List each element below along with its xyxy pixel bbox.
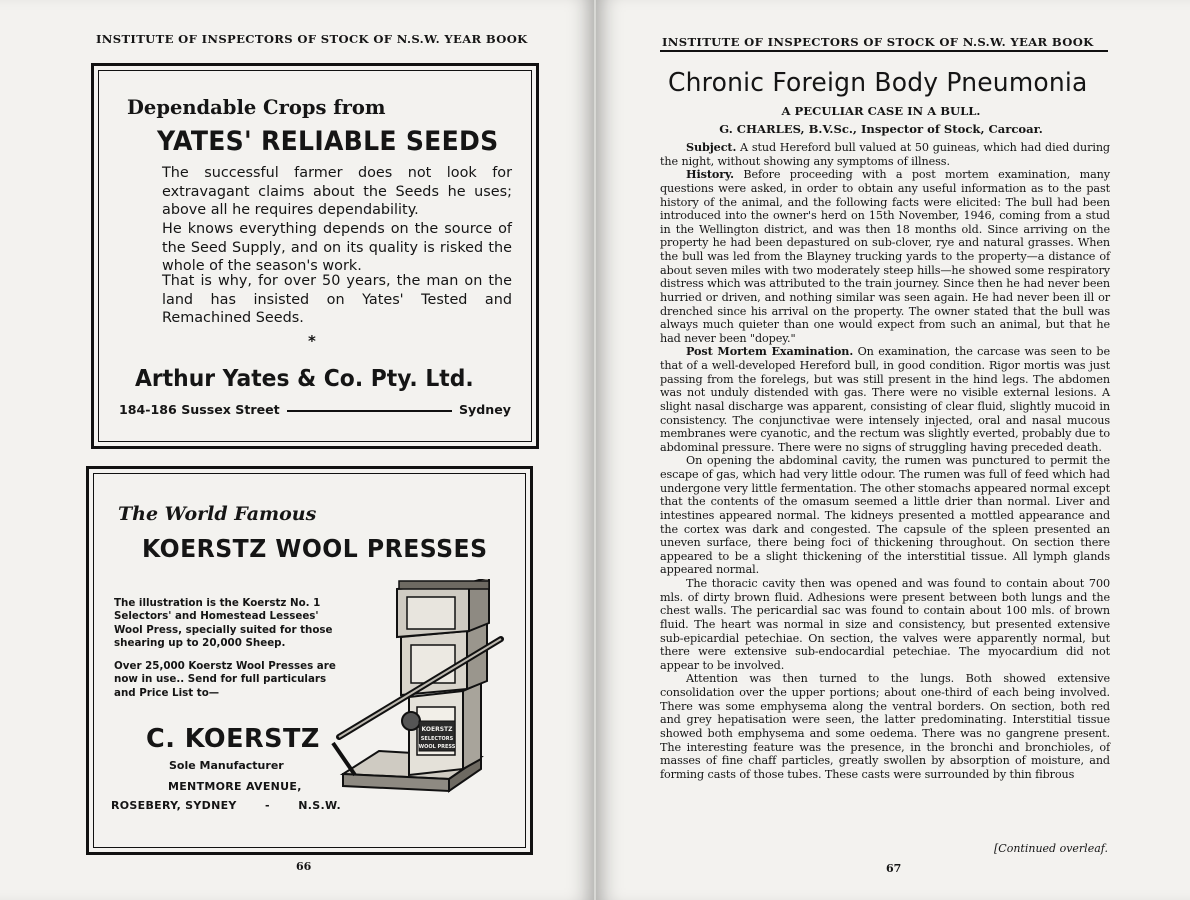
manufacturer-name: C. KOERSTZ	[146, 724, 320, 754]
koerstz-wool-press-advertisement	[86, 466, 533, 855]
article-paragraph: Post Mortem Examination. On examination, the carcase was seen to be that of a well-developed Hereford bull, in good condition. Rigor mortis was just passing from the forelegs, but was still present in the hind legs. The abdomen was not unduly distended with gas. There were no visible external lesions. A slight nasal discharge was apparent, consisting of clear fluid, slightly mucoid in consistency. The conjunctivae were intensely injected, oral and nasal mucous membranes were cyanotic, and the rectum was slightly everted, probably due to abdominal pressure. There were no signs of struggling having preceded death.	[660, 344, 1110, 454]
page-number: 66	[296, 860, 312, 873]
article-body	[660, 141, 1110, 781]
street-address: MENTMORE AVENUE,	[168, 780, 302, 793]
paragraph-heading: Post Mortem Examination.	[686, 344, 854, 359]
suburb: ROSEBERY, SYDNEY	[111, 799, 237, 812]
press-plate-text: KOERSTZ	[421, 726, 453, 733]
state: N.S.W.	[298, 799, 341, 812]
page-number: 67	[886, 862, 902, 875]
ad-description: The illustration is the Koerstz No. 1 Selectors' and Homestead Lessees' Wool Press, specially suited for those shearing up to 20,000 Sheep.	[114, 597, 333, 650]
paragraph-heading: Subject.	[686, 140, 737, 154]
article-paragraph: Attention was then turned to the lungs. Both showed extensive consolidation over the upper portions; about one-third of each being involved. There was some emphysema along the ventral borders. On section, both red and grey hepatisation were seen, the latter predominating. Interstitial tissue showed both emphysema and some oedema. There was no gangrene present. The interesting feature was the presence, in the bronchi and bronchioles, of masses of fine chaff particles, greatly swollen by absorption of moisture, and forming casts of those tubes. These casts were surrounded by thin fibrous	[660, 672, 1110, 781]
running-head: INSTITUTE OF INSPECTORS OF STOCK OF N.S.W. YEAR BOOK	[662, 35, 1094, 49]
leader-rule	[287, 410, 452, 412]
article-byline: G. CHARLES, B.V.Sc., Inspector of Stock, Carcoar.	[719, 122, 1043, 136]
yates-seeds-advertisement	[91, 63, 539, 449]
star-separator: *	[308, 332, 316, 350]
ad-description: Over 25,000 Koerstz Wool Presses are now in use.. Send for full particulars and Price List to—	[114, 660, 336, 699]
article-title: Chronic Foreign Body Pneumonia	[668, 68, 1088, 98]
ad-kicker: The World Famous	[118, 503, 317, 525]
company-name: Arthur Yates & Co. Pty. Ltd.	[135, 364, 474, 392]
svg-text:WOOL PRESS: WOOL PRESS	[418, 744, 456, 750]
running-head: INSTITUTE OF INSPECTORS OF STOCK OF N.S.W. YEAR BOOK	[96, 32, 528, 46]
paragraph-heading: History.	[686, 167, 734, 182]
article-paragraph: The thoracic cavity then was opened and was found to contain about 700 mls. of dirty brown fluid. Adhesions were present between both lungs and the chest walls. The pericardial sac was found to contain about 100 mls. of brown fluid. The heart was normal in size and consistency, but presented extensive sub-epicardial petechiae. On section, the valves were apparently normal, but there were extensive sub-endocardial petechiae. The myocardium did not appear to be involved.	[660, 577, 1110, 672]
article-subtitle: A PECULIAR CASE IN A BULL.	[781, 104, 981, 118]
company-address	[119, 402, 511, 417]
left-page	[0, 0, 594, 900]
ad-paragraph: The successful farmer does not look for extravagant claims about the Seeds he uses; above all he requires dependability.	[162, 165, 512, 219]
city-line	[111, 799, 341, 812]
ad-paragraph: He knows everything depends on the source of the Seed Supply, and on its quality is risked the whole of the season's work.	[162, 221, 512, 275]
ad-kicker: Dependable Crops from	[127, 96, 386, 119]
continued-note: [Continued overleaf.	[994, 842, 1108, 855]
article-paragraph: History. Before proceeding with a post mortem examination, many questions were asked, in order to obtain any useful information as to the past history of the animal, and the following facts were elicited: The bull had been introduced into the owner's herd on 15th November, 1946, coming from a stud in the Wellington district, and was then 18 months old. Since arriving on the property he had been depastured on sub-clover, rye and natural grasses. When the bull was led from the Blayney trucking yards to the property—a distance of about seven miles with two moderately steep hills—he showed some respiratory distress which was attributed to the train journey. Since then he had never been hurried or driven, and nothing similar was seen again. He had never been ill or drenched since his arrival on the property. The owner stated that the bull was always much quieter than one would expect from such an animal, but that he had never been "dopey."	[660, 167, 1110, 345]
svg-text:SELECTORS: SELECTORS	[420, 736, 454, 742]
article-paragraph: Subject. A stud Hereford bull valued at 50 guineas, which had died during the night, without showing any symptoms of illness.	[660, 140, 1110, 168]
dash: -	[265, 799, 270, 812]
wool-press-illustration	[331, 579, 506, 804]
article-paragraph: On opening the abdominal cavity, the rumen was punctured to permit the escape of gas, which had very little odour. The rumen was full of feed which had undergone very little fermentation. The other stomachs appeared normal except that the contents of the omasum seemed a little drier than normal. Liver and intestines appeared normal. The kidneys presented a mottled appearance and the cortex was dark and congested. The capsule of the spleen presented an uneven surface, there being foci of thickening throughout. On section there appeared to be a slight thickening of the interstitial tissue. All lymph glands appeared normal.	[660, 454, 1110, 577]
manufacturer-role: Sole Manufacturer	[169, 759, 284, 772]
right-page	[596, 0, 1190, 900]
ad-headline: KOERSTZ WOOL PRESSES	[142, 534, 488, 563]
city: Sydney	[458, 402, 511, 417]
ad-headline: YATES' RELIABLE SEEDS	[157, 126, 499, 157]
street-address: 184-186 Sussex Street	[119, 402, 280, 417]
ad-paragraph: That is why, for over 50 years, the man on the land has insisted on Yates' Tested and Remachined Seeds.	[162, 273, 512, 327]
header-rule	[660, 50, 1108, 52]
